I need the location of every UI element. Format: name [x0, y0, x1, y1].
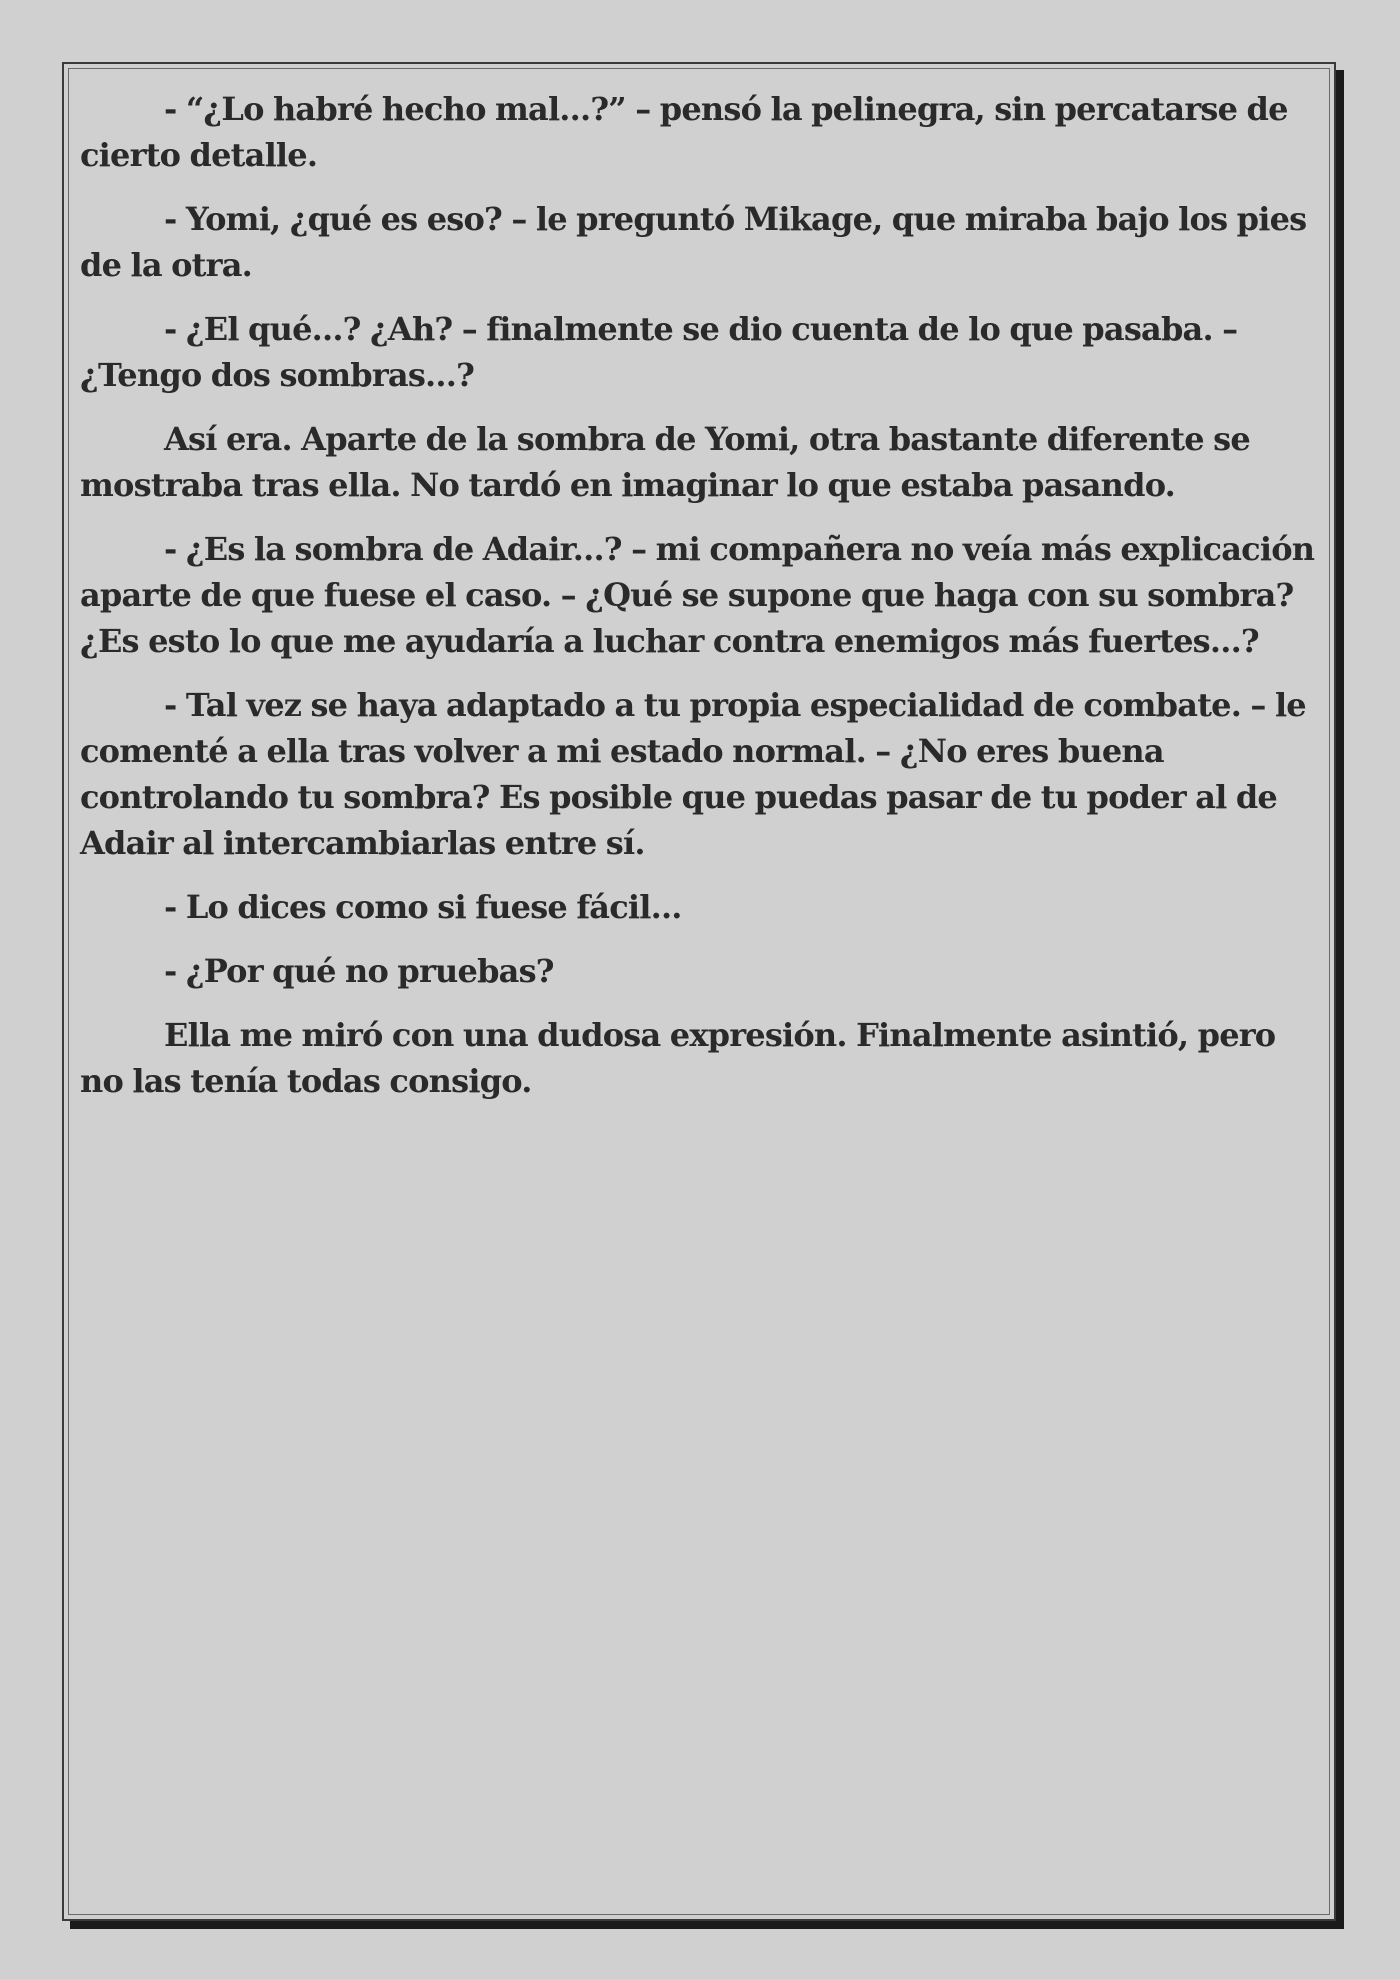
paragraph-9: Ella me miró con una dudosa expresión. Finalmente asintió, pero no las tenía todas consigo.	[80, 1016, 1276, 1100]
paragraph-3: - ¿El qué...? ¿Ah? – finalmente se dio cuenta de lo que pasaba. – ¿Tengo dos sombras...?	[80, 310, 1238, 394]
paragraph-4: Así era. Aparte de la sombra de Yomi, otra bastante diferente se mostraba tras ella. No tardó en imaginar lo que estaba pasando.	[80, 420, 1250, 504]
page-frame	[62, 62, 1336, 1921]
paragraph-8: - ¿Por qué no pruebas?	[164, 952, 554, 990]
paragraph-1: - “¿Lo habré hecho mal...?” – pensó la pelinegra, sin percatarse de cierto detalle.	[80, 90, 1288, 174]
paragraph-6: - Tal vez se haya adaptado a tu propia especialidad de combate. – le comenté a ella tras volver a mi estado normal. – ¿No eres buena controlando tu sombra? Es posible que puedas pasar de tu poder al de Adair al intercambiarlas entre sí.	[80, 686, 1306, 862]
paragraph-5: - ¿Es la sombra de Adair...? – mi compañera no veía más explicación aparte de que fuese el caso. – ¿Qué se supone que haga con su sombra? ¿Es esto lo que me ayudaría a luchar contra enemigos más fuertes...?	[80, 530, 1315, 660]
paragraph-2: - Yomi, ¿qué es eso? – le preguntó Mikage, que miraba bajo los pies de la otra.	[80, 200, 1307, 284]
paragraph-7: - Lo dices como si fuese fácil...	[164, 888, 682, 926]
page-text	[80, 86, 1316, 1122]
